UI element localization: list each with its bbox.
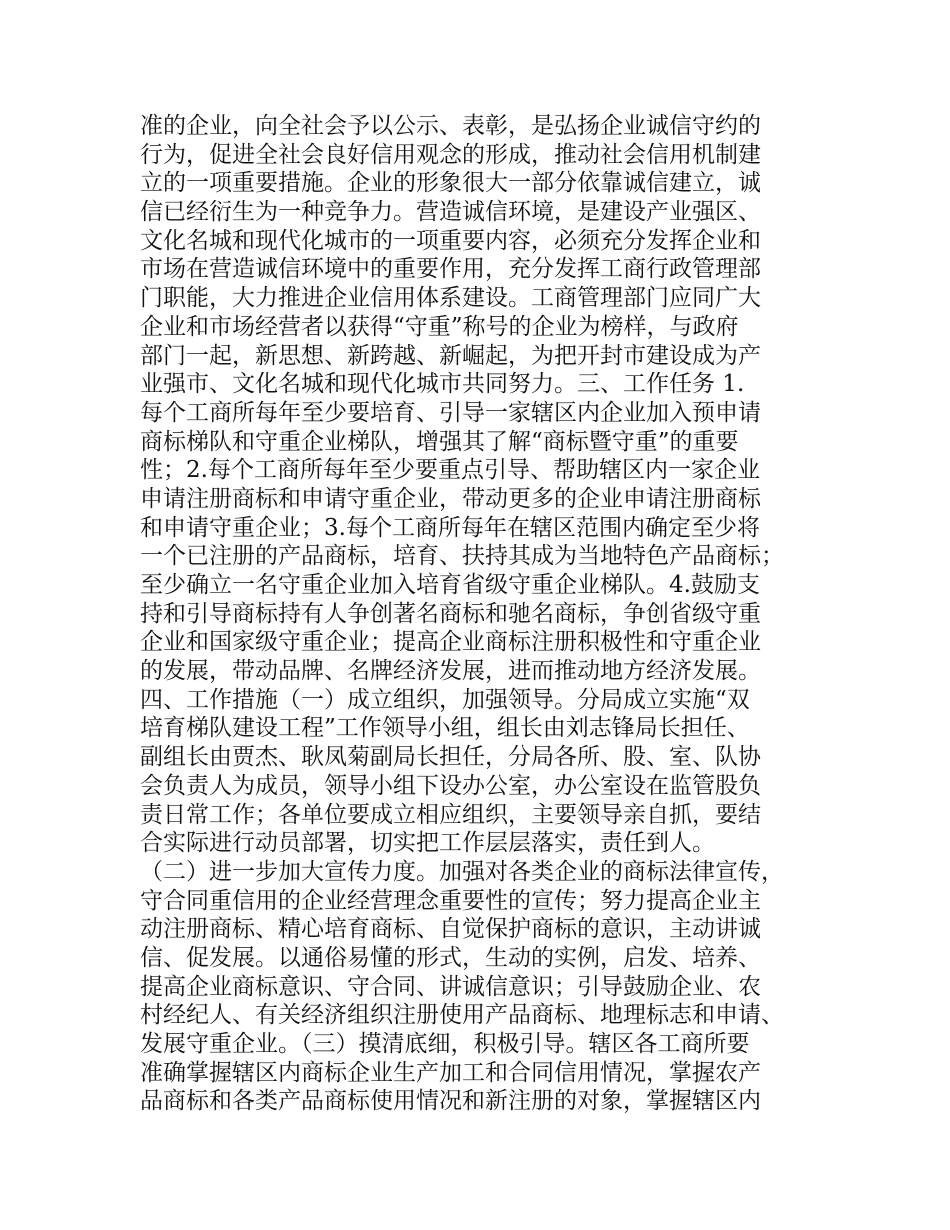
text-line: 的发展，带动品牌、名牌经济发展，进而推动地方经济发展。: [140, 658, 761, 685]
text-line: 会负责人为成员，领导小组下设办公室，办公室设在监管股负: [140, 772, 761, 799]
text-line: 四、工作措施（一）成立组织，加强领导。分局成立实施“双: [140, 686, 750, 713]
text-line: 商标梯队和守重企业梯队，增强其了解“商标暨守重”的重要: [140, 428, 739, 455]
text-line: 部门一起，新思想、新跨越、新崛起，为把开封市建设成为产: [140, 342, 761, 369]
text-line: 业强市、文化名城和现代化城市共同努力。三、工作任务 1.: [140, 371, 745, 398]
text-line: 文化名城和现代化城市的一项重要内容，必须充分发挥企业和: [140, 227, 761, 254]
text-line: 合实际进行动员部署，切实把工作层层落实，责任到人。: [140, 830, 715, 857]
text-line: 性；2.每个工商所每年至少要重点引导、帮助辖区内一家企业: [140, 457, 760, 484]
text-line: 持和引导商标持有人争创著名商标和驰名商标，争创省级守重: [140, 600, 761, 627]
body-text: [140, 112, 830, 1116]
text-line: 培育梯队建设工程”工作领导小组，组长由刘志锋局长担任、: [140, 715, 750, 742]
text-line: 品商标和各类产品商标使用情况和新注册的对象，掌握辖区内: [140, 1088, 761, 1115]
text-line: 村经纪人、有关经济组织注册使用产品商标、地理标志和申请、: [140, 1002, 784, 1029]
text-line: 准的企业，向全社会予以公示、表彰，是弘扬企业诚信守约的: [140, 113, 761, 139]
text-line: 信已经衍生为一种竞争力。营造诚信环境，是建设产业强区、: [140, 199, 761, 226]
text-line: 一个已注册的产品商标，培育、扶持其成为当地特色产品商标；: [140, 543, 784, 570]
text-line: 提高企业商标意识、守合同、讲诚信意识；引导鼓励企业、农: [140, 973, 761, 1000]
text-line: 副组长由贾杰、耿凤菊副局长担任，分局各所、股、室、队协: [140, 744, 761, 771]
text-line: 立的一项重要措施。企业的形象很大一部分依靠诚信建立，诚: [140, 170, 761, 197]
text-line: 市场在营造诚信环境中的重要作用，充分发挥工商行政管理部: [140, 256, 761, 283]
text-line: 和申请守重企业；3.每个工商所每年在辖区范围内确定至少将: [140, 514, 760, 541]
text-line: 企业和国家级守重企业；提高企业商标注册积极性和守重企业: [140, 629, 761, 656]
text-line: 申请注册商标和申请守重企业，带动更多的企业申请注册商标: [140, 485, 761, 512]
text-line: 动注册商标、精心培育商标、自觉保护商标的意识，主动讲诚: [140, 916, 761, 943]
text-line: 责日常工作；各单位要成立相应组织，主要领导亲自抓，要结: [140, 801, 761, 828]
text-line: 行为，促进全社会良好信用观念的形成，推动社会信用机制建: [140, 141, 761, 168]
text-line: 门职能，大力推进企业信用体系建设。工商管理部门应同广大: [140, 285, 761, 312]
text-line: 信、促发展。以通俗易懂的形式，生动的实例，启发、培养、: [140, 944, 761, 971]
text-line: 至少确立一名守重企业加入培育省级守重企业梯队。4.鼓励支: [140, 572, 760, 598]
text-line: 发展守重企业。（三）摸清底细，积极引导。辖区各工商所要: [140, 1031, 750, 1057]
text-line: 企业和市场经营者以获得“守重”称号的企业为榜样，与政府: [140, 313, 739, 340]
text-line: 每个工商所每年至少要培育、引导一家辖区内企业加入预申请: [140, 399, 761, 426]
text-line: （二）进一步加大宣传力度。加强对各类企业的商标法律宣传，: [140, 858, 784, 885]
text-line: 守合同重信用的企业经营理念重要性的宣传；努力提高企业主: [140, 887, 761, 914]
text-line: 准确掌握辖区内商标企业生产加工和合同信用情况，掌握农产: [140, 1059, 761, 1086]
